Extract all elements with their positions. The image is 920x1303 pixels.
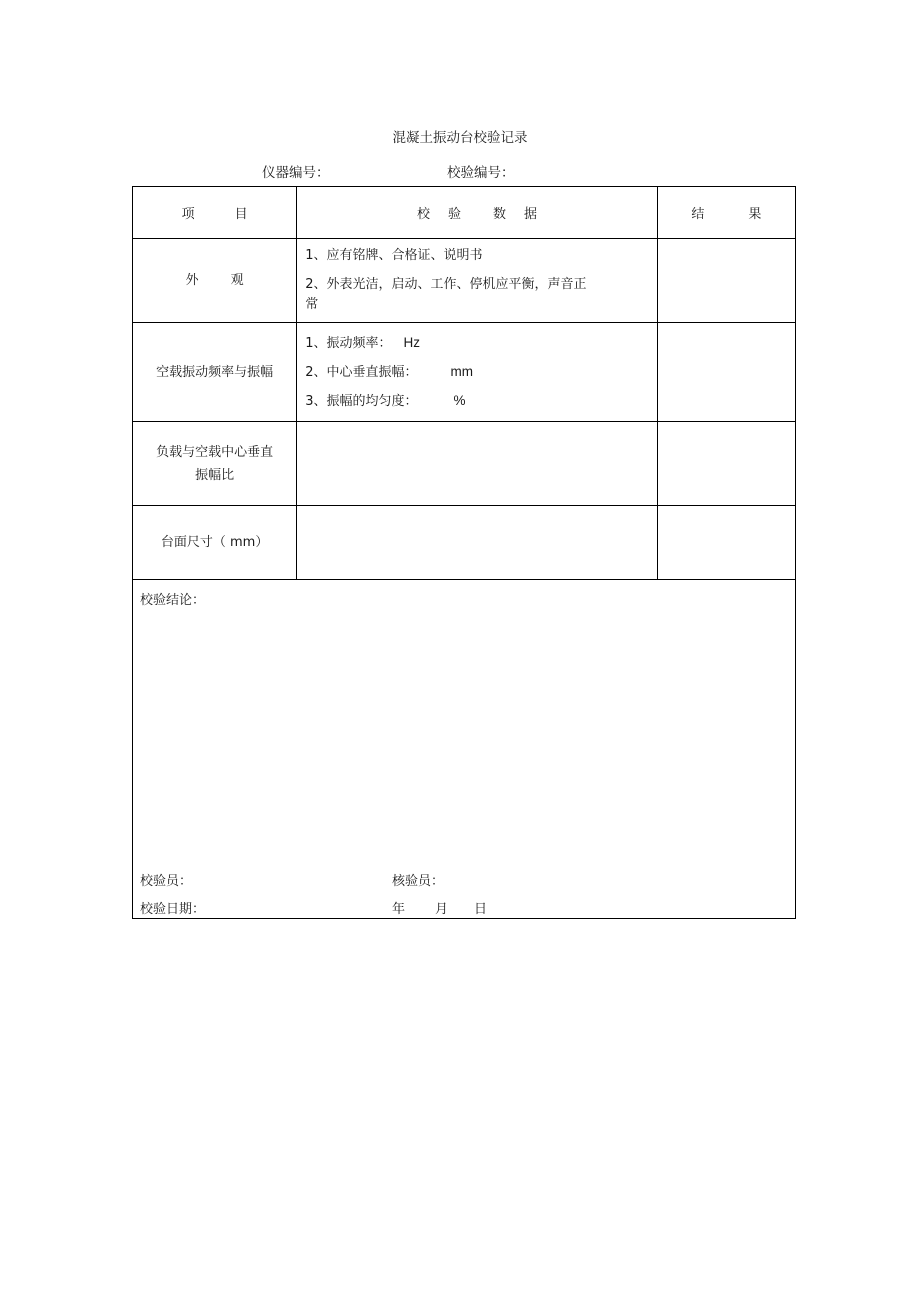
row-table-size-item: 台面尺寸（ mm） <box>133 506 297 580</box>
table-row <box>133 239 796 323</box>
document-title: 混凝土振动台校验记录 <box>392 130 528 146</box>
date-label: 校验日期： <box>140 902 206 917</box>
table-row <box>133 422 796 506</box>
conclusion-row <box>133 580 796 919</box>
header-result: 结 果 <box>657 187 795 239</box>
row-appearance-data: 1、应有铭牌、合格证、说明书 2、外表光洁，启动、工作、停机应平衡，声音正 常 <box>297 239 658 323</box>
row-appearance-item: 外 观 <box>133 239 297 323</box>
calibration-no-label: 校验编号： <box>447 165 515 181</box>
row-table-size-data <box>297 506 658 580</box>
date-day: 日 <box>474 902 488 917</box>
header-data: 校 验 数 据 <box>297 187 658 239</box>
row-appearance-result <box>657 239 795 323</box>
checker-label: 核验员： <box>392 874 445 889</box>
instrument-no-label: 仪器编号： <box>262 165 330 181</box>
calibration-table <box>132 186 796 919</box>
inspector-label: 校验员： <box>140 874 193 889</box>
conclusion-label: 校验结论： <box>140 593 206 608</box>
row-ratio-data <box>297 422 658 506</box>
header-item: 项 目 <box>133 187 297 239</box>
row-ratio-item: 负载与空载中心垂直 振幅比 <box>133 422 297 506</box>
row-table-size-result <box>657 506 795 580</box>
amplitude-line: 2、中心垂直振幅： mm <box>305 363 474 380</box>
conclusion-cell <box>133 580 796 919</box>
date-month: 月 <box>435 902 449 917</box>
row-ratio-result <box>657 422 795 506</box>
table-row <box>133 323 796 422</box>
table-header-row <box>133 187 796 239</box>
uniformity-line: 3、振幅的均匀度： % <box>305 392 466 409</box>
row-noload-item: 空载振动频率与振幅 <box>133 323 297 422</box>
row-noload-result <box>657 323 795 422</box>
table-row <box>133 506 796 580</box>
date-year: 年 <box>392 902 406 917</box>
row-noload-data <box>297 323 658 422</box>
frequency-line: 1、振动频率： Hz <box>305 334 421 351</box>
